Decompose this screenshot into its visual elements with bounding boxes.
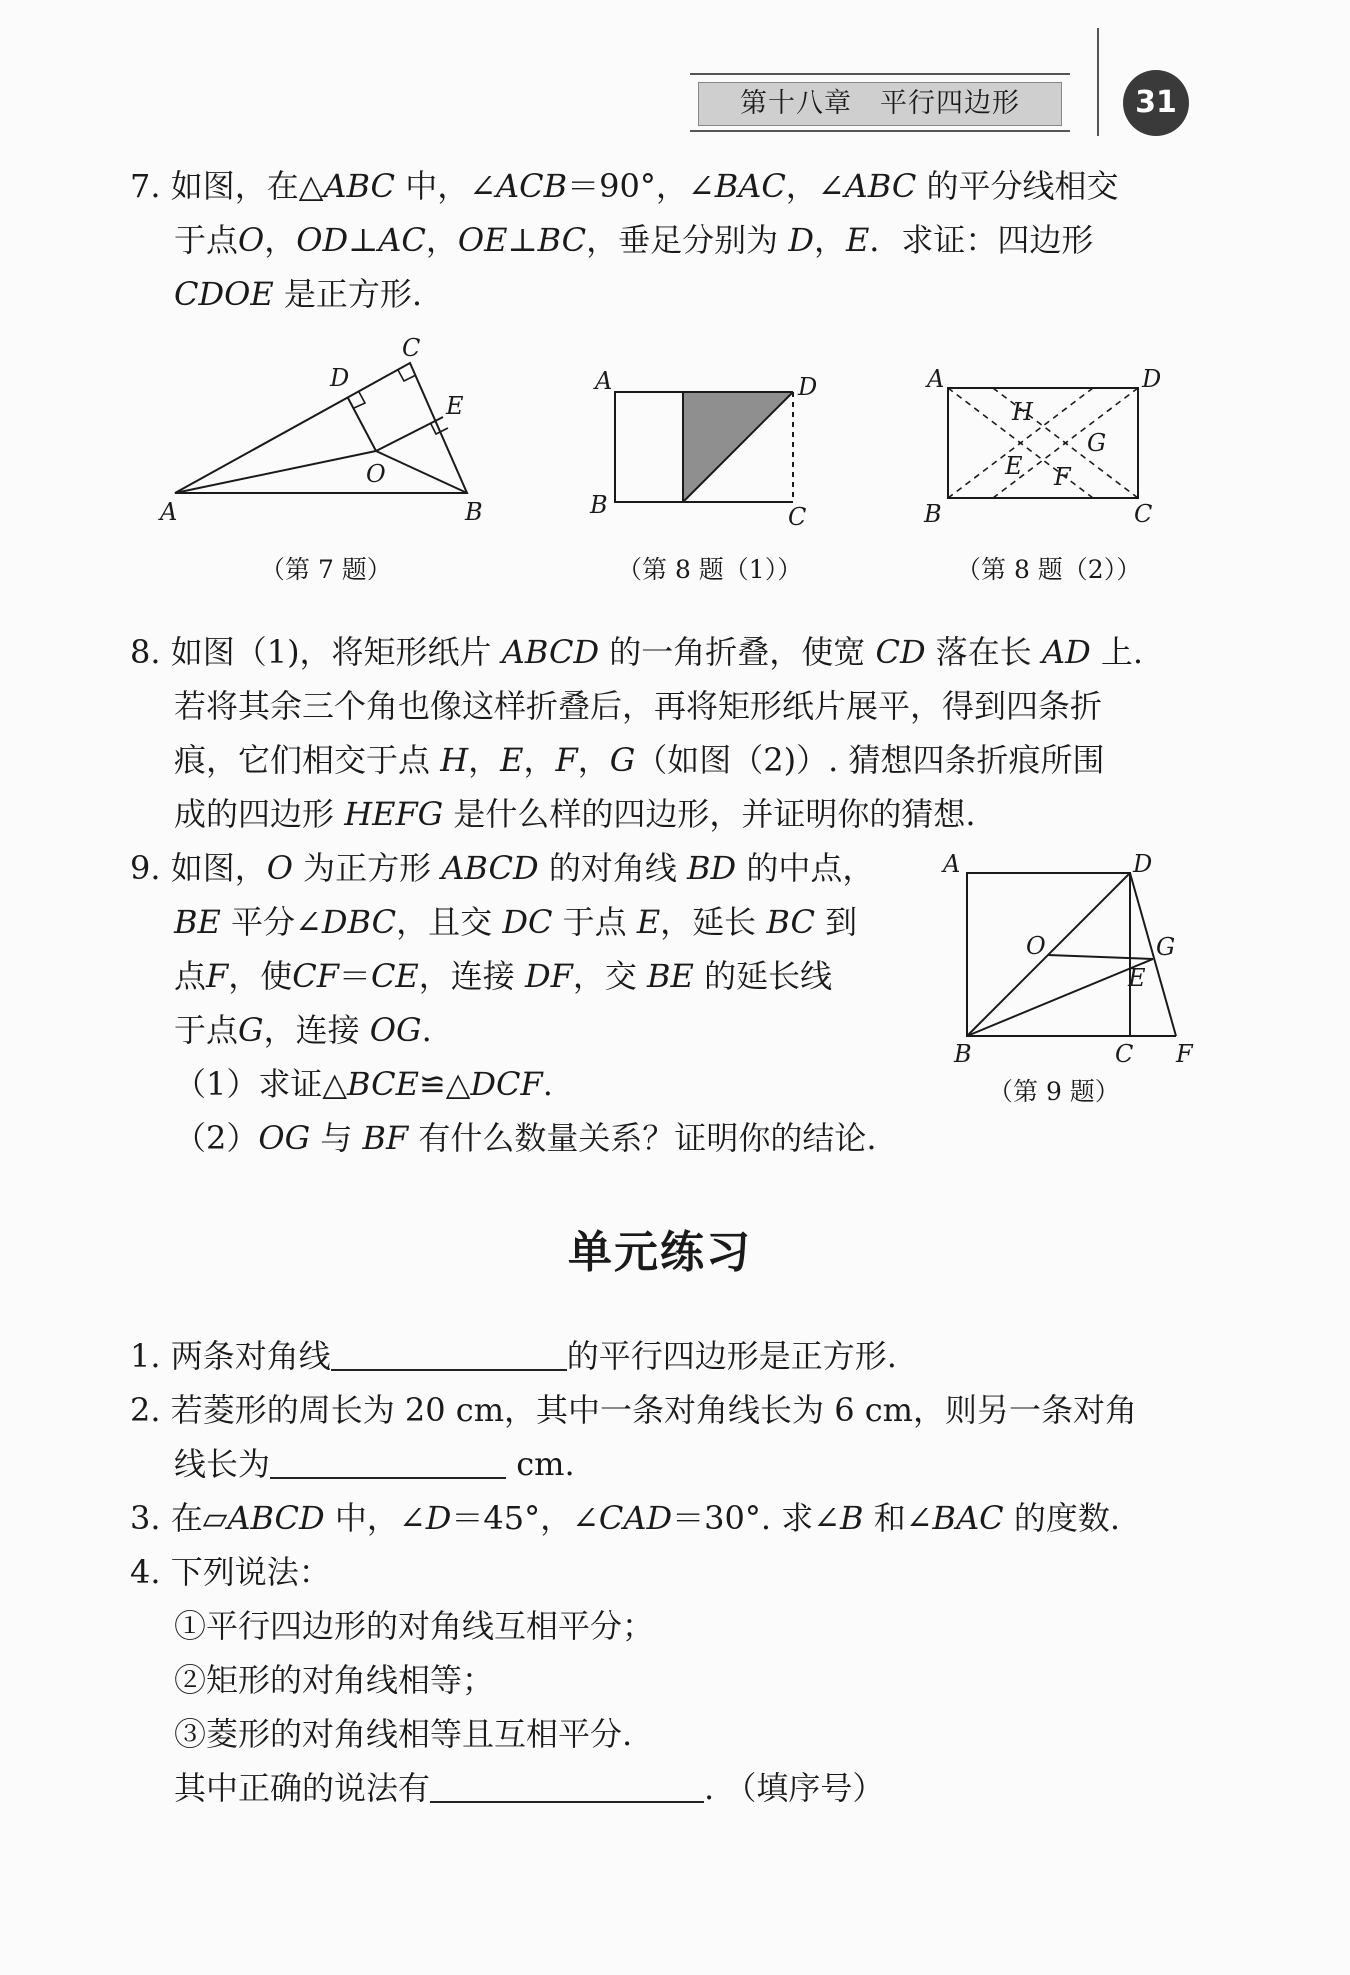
exercise-2-line-2: [174, 1444, 575, 1484]
text: 线长为: [174, 1445, 271, 1483]
exercise-number: 3.: [130, 1499, 161, 1537]
answer-blank[interactable]: [331, 1339, 567, 1371]
label-o: O: [366, 460, 386, 488]
label-c: C: [1134, 500, 1153, 528]
label-c: C: [788, 503, 807, 531]
text: （如图（2)）. 猜想四条折痕所围: [635, 741, 1105, 779]
label-a: A: [160, 498, 178, 526]
figure-8-2: [920, 360, 1170, 535]
math: G: [609, 741, 636, 779]
problem-8-line-3: [174, 740, 1104, 780]
math: F: [206, 957, 229, 995]
exercise-number: 4.: [130, 1553, 161, 1591]
segment-oe: [376, 417, 443, 451]
math: BAC: [714, 167, 786, 205]
problem-number: 7.: [130, 167, 161, 205]
text: 在▱: [170, 1499, 228, 1537]
math: AC: [378, 221, 426, 259]
text: ，使: [228, 957, 293, 995]
text: ⊥: [348, 221, 379, 259]
text: 若菱形的周长为 20 cm，其中一条对角线长为 6 cm，则另一条对角: [170, 1391, 1138, 1429]
statement-2: ②矩形的对角线相等；: [174, 1661, 495, 1699]
text: ，: [523, 741, 556, 779]
math: E: [636, 903, 661, 941]
exercise-1: [130, 1336, 897, 1376]
label-f: F: [1054, 463, 1071, 491]
label-a: A: [943, 850, 961, 878]
text: 其中正确的说法有: [174, 1769, 431, 1807]
text: 平分∠: [220, 903, 322, 941]
text: cm.: [506, 1445, 575, 1483]
text: 为正方形: [292, 849, 442, 887]
chapter-title: 第十八章 平行四边形: [698, 82, 1062, 126]
label-e: E: [1128, 964, 1146, 992]
math: DC: [502, 903, 553, 941]
exercise-4: [130, 1552, 331, 1592]
math: BF: [362, 1119, 409, 1157]
text: ，延长: [660, 903, 767, 941]
header-rule-top: [690, 73, 1070, 75]
problem-8-line-4: [174, 794, 976, 834]
math: CE: [370, 957, 419, 995]
rectangle-abcd: [948, 388, 1138, 498]
math: CAD: [598, 1499, 673, 1537]
text: ＝30°. 求∠: [672, 1499, 841, 1537]
math: E: [500, 741, 524, 779]
text: .: [542, 1065, 553, 1103]
label-b: B: [465, 498, 483, 526]
label-b: B: [954, 1040, 972, 1068]
problem-9-line-1: [130, 848, 874, 888]
text: ，连接: [263, 1011, 370, 1049]
caption-figure-7: （第 7 题）: [260, 555, 392, 584]
bisector-ao: [175, 451, 376, 493]
text: ，∠: [785, 167, 845, 205]
math: BD: [687, 849, 737, 887]
exercise-2-line-1: [130, 1390, 1137, 1430]
text: .: [421, 1011, 432, 1049]
exercise-3: [130, 1498, 1120, 1538]
text: 成的四边形: [174, 795, 345, 833]
exercise-number: 2.: [130, 1391, 161, 1429]
text: ⊥: [507, 221, 538, 259]
math: OD: [296, 221, 349, 259]
math: D: [788, 221, 814, 259]
text: ，垂足分别为: [586, 221, 789, 259]
text: （2）: [174, 1119, 259, 1157]
text: 两条对角线: [170, 1337, 331, 1375]
math: G: [238, 1011, 264, 1049]
text: 中，∠: [324, 1499, 426, 1537]
header-rule-bottom: [690, 130, 1070, 132]
section-title: 单元练习: [568, 1227, 752, 1278]
problem-8-line-2: 若将其余三个角也像这样折叠后，再将矩形纸片展平，得到四条折: [174, 687, 1103, 725]
text: 痕，它们相交于点: [174, 741, 441, 779]
text: 是正方形.: [273, 275, 423, 313]
text: 于点: [552, 903, 637, 941]
text: ，: [813, 221, 846, 259]
segment-od: [348, 398, 376, 451]
problem-7-line-3: [174, 274, 422, 314]
label-b: B: [590, 491, 608, 519]
math: AD: [1041, 633, 1091, 671]
text: ，且交: [396, 903, 503, 941]
segment-bg: [967, 959, 1153, 1036]
math: ACB: [496, 167, 568, 205]
problem-number: 8.: [130, 633, 161, 671]
caption-figure-8-2: （第 8 题（2））: [956, 555, 1142, 584]
label-d: D: [1142, 365, 1162, 393]
problem-9-line-3: [174, 956, 832, 996]
text: ，: [577, 741, 610, 779]
math: CD: [875, 633, 926, 671]
figure-9: [940, 850, 1200, 1070]
text: 下列说法：: [170, 1553, 331, 1591]
text: . （填序号）: [704, 1769, 885, 1807]
math: BE: [647, 957, 694, 995]
text: 有什么数量关系？证明你的结论.: [408, 1119, 877, 1157]
label-a: A: [927, 365, 945, 393]
text: ，: [468, 741, 501, 779]
text: 落在长: [925, 633, 1042, 671]
text: ＝45°，∠: [451, 1499, 599, 1537]
text: ，: [425, 221, 458, 259]
label-h: H: [1012, 398, 1033, 426]
math: CDOE: [174, 275, 274, 313]
text: ≌△: [418, 1065, 471, 1103]
math: OE: [457, 221, 508, 259]
caption-figure-9: （第 9 题）: [988, 1077, 1120, 1106]
math: ABC: [844, 167, 917, 205]
math: ABC: [323, 167, 396, 205]
text: ＝: [338, 957, 371, 995]
text: （1）求证△: [174, 1065, 347, 1103]
text: 的中点，: [736, 849, 875, 887]
bisector-bo: [376, 451, 467, 493]
math: HEFG: [344, 795, 444, 833]
math: E: [846, 221, 870, 259]
segment-og: [1048, 955, 1153, 959]
math: F: [555, 741, 578, 779]
problem-9-line-4: [174, 1010, 432, 1050]
label-g: G: [1087, 429, 1107, 457]
label-g: G: [1156, 933, 1176, 961]
text: 如图（1)，将矩形纸片: [170, 633, 502, 671]
text: ，: [264, 221, 297, 259]
problem-9-question-2: [174, 1118, 877, 1158]
math: OG: [369, 1011, 422, 1049]
label-b: B: [924, 500, 942, 528]
math: BCE: [346, 1065, 419, 1103]
exercise-number: 1.: [130, 1337, 161, 1375]
text: 于点: [174, 221, 239, 259]
label-e: E: [1005, 452, 1023, 480]
math: D: [425, 1499, 452, 1537]
text: 的平行四边形是正方形.: [566, 1337, 897, 1375]
text: 的对角线: [538, 849, 688, 887]
text: 和∠: [863, 1499, 933, 1537]
figure-8-1: [590, 365, 840, 535]
math: O: [266, 849, 293, 887]
text: 上.: [1090, 633, 1144, 671]
math: OG: [258, 1119, 311, 1157]
answer-blank[interactable]: [270, 1447, 506, 1479]
math: BAC: [932, 1499, 1004, 1537]
math: BC: [766, 903, 815, 941]
problem-9-line-2: [174, 902, 857, 942]
text: 的延长线: [693, 957, 833, 995]
text: 中，∠: [395, 167, 497, 205]
figure-7: [160, 330, 500, 530]
math: ABCD: [501, 633, 600, 671]
text: 如图，在△: [170, 167, 324, 205]
text: 是什么样的四边形，并证明你的猜想.: [443, 795, 976, 833]
label-c: C: [1115, 1040, 1134, 1068]
label-f: F: [1176, 1040, 1193, 1068]
label-e: E: [446, 392, 464, 420]
text: 点: [174, 957, 207, 995]
statement-1: ①平行四边形的对角线互相平分；: [174, 1607, 655, 1645]
text: 的一角折叠，使宽: [599, 633, 876, 671]
problem-7-line-1: [130, 166, 1119, 206]
math: BC: [537, 221, 587, 259]
text: 与: [310, 1119, 363, 1157]
math: DF: [524, 957, 573, 995]
statement-3: ③菱形的对角线相等且互相平分.: [174, 1715, 633, 1753]
math: H: [440, 741, 469, 779]
text: 如图，: [170, 849, 267, 887]
label-a: A: [595, 367, 613, 395]
text: 于点: [174, 1011, 239, 1049]
label-d: D: [798, 373, 818, 401]
label-d: D: [330, 364, 350, 392]
math: DCF: [470, 1065, 543, 1103]
math: O: [238, 221, 265, 259]
math: BE: [174, 903, 221, 941]
header-divider: [1097, 28, 1099, 136]
problem-8-line-1: [130, 632, 1143, 672]
text: ，交: [572, 957, 648, 995]
answer-blank[interactable]: [430, 1771, 704, 1803]
math: B: [840, 1499, 864, 1537]
label-o: O: [1026, 932, 1046, 960]
right-angle-mark-d: [354, 392, 365, 408]
problem-9-question-1: [174, 1064, 553, 1104]
label-d: D: [1133, 850, 1153, 878]
exercise-4-answer: [174, 1768, 884, 1808]
text: ，连接: [418, 957, 525, 995]
problem-7-line-2: [174, 220, 1093, 260]
text: 的度数.: [1003, 1499, 1121, 1537]
caption-figure-8-1: （第 8 题（1））: [617, 555, 803, 584]
math: DBC: [321, 903, 397, 941]
text: 到: [814, 903, 858, 941]
label-c: C: [402, 334, 421, 362]
math: CF: [292, 957, 339, 995]
page-number: 31: [1123, 70, 1189, 136]
text: ＝90°，∠: [567, 167, 715, 205]
text: 的平分线相交: [916, 167, 1119, 205]
math: ABCD: [227, 1499, 325, 1537]
math: ABCD: [441, 849, 539, 887]
text: ．求证：四边形: [869, 221, 1094, 259]
problem-number: 9.: [130, 849, 161, 887]
